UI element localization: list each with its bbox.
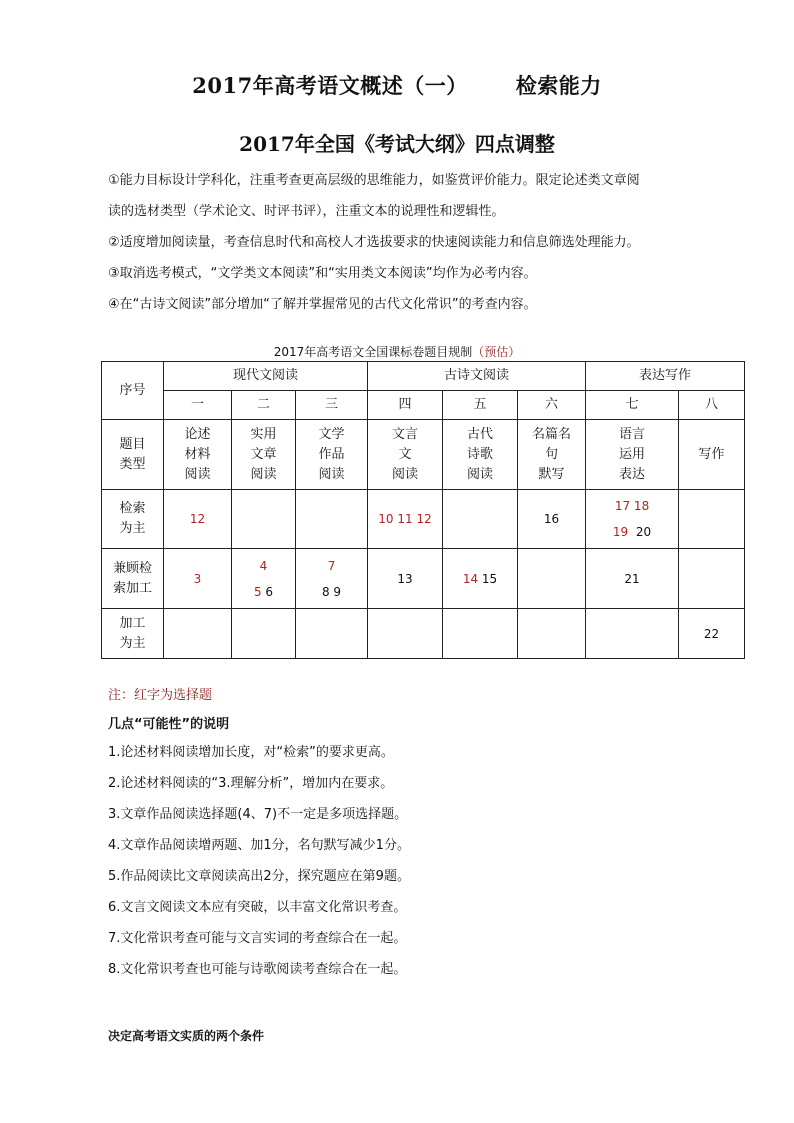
group-expression-writing: 表达写作 — [586, 362, 745, 391]
section-heading: 2017年全国《考试大纲》四点调整 — [239, 132, 555, 156]
page-title — [0, 70, 794, 100]
section-num-8: 八 — [679, 391, 745, 420]
question-cell: 17 18 19 20 — [586, 490, 679, 549]
list-item: 8.文化常识考查也可能与诗歌阅读考查综合在一起。 — [108, 962, 407, 977]
table-caption-estimate: （预估） — [472, 345, 521, 359]
list-item: 2.论述材料阅读的“3.理解分析”，增加内在要求。 — [108, 776, 394, 791]
question-cell — [518, 549, 586, 609]
question-cell: 16 — [518, 490, 586, 549]
question-cell — [518, 609, 586, 659]
adjustment-2: ②适度增加阅读量，考查信息时代和高校人才选拔要求的快速阅读能力和信息筛选处理能力。 — [108, 235, 640, 250]
table-caption — [0, 343, 794, 360]
list-item: 5.作品阅读比文章阅读高出2分，探究题应在第9题。 — [108, 869, 410, 884]
type-cell: 古代 诗歌 阅读 — [443, 420, 518, 490]
table-row — [102, 391, 745, 420]
table-caption-text: 2017年高考语文全国课标卷题目规制 — [273, 345, 473, 359]
question-cell — [443, 609, 518, 659]
list-item: 1.论述材料阅读增加长度，对“检索”的要求更高。 — [108, 745, 394, 760]
adjustment-4: ④在“古诗文阅读”部分增加“了解并掌握常见的古代文化常识”的考查内容。 — [108, 297, 537, 312]
type-cell: 语言 运用 表达 — [586, 420, 679, 490]
list-item: 6.文言文阅读文本应有突破，以丰富文化常识考查。 — [108, 900, 407, 915]
table-row — [102, 420, 745, 490]
type-cell: 文言 文 阅读 — [368, 420, 443, 490]
table-row — [102, 490, 745, 549]
table-row — [102, 549, 745, 609]
group-classical-reading: 古诗文阅读 — [368, 362, 586, 391]
list-item: 3.文章作品阅读选择题(4、7)不一定是多项选择题。 — [108, 807, 408, 822]
question-cell — [679, 490, 745, 549]
section-num-2: 二 — [232, 391, 296, 420]
title-topic: 检索能力 — [515, 73, 602, 98]
adjustment-3: ③取消选考模式，“文学类文本阅读”和“实用类文本阅读”均作为必考内容。 — [108, 266, 537, 281]
section-num-6: 六 — [518, 391, 586, 420]
type-cell: 名篇名 句 默写 — [518, 420, 586, 490]
possibility-list — [108, 743, 708, 991]
adjustment-1-line-1: ①能力目标设计学科化，注重考查更高层级的思维能力，如鉴赏评价能力。限定论述类文章阅 — [108, 173, 640, 188]
question-cell — [679, 549, 745, 609]
question-cell — [296, 609, 368, 659]
table-row — [102, 609, 745, 659]
footer-heading: 决定高考语文实质的两个条件 — [108, 1029, 265, 1043]
possibility-heading: 几点“可能性”的说明 — [108, 717, 230, 732]
section-num-5: 五 — [443, 391, 518, 420]
question-cell: 12 — [164, 490, 232, 549]
section-num-7: 七 — [586, 391, 679, 420]
adjustment-1-line-2: 读的选材类型（学术论文、时评书评），注重文本的说理性和逻辑性。 — [108, 204, 505, 219]
type-cell: 文学 作品 阅读 — [296, 420, 368, 490]
question-cell: 22 — [679, 609, 745, 659]
title-main: 2017年高考语文概述（一） — [192, 73, 468, 98]
question-cell — [164, 609, 232, 659]
type-label: 题目 类型 — [102, 420, 164, 490]
question-cell: 7 8 9 — [296, 549, 368, 609]
row-label-processing: 加工 为主 — [102, 609, 164, 659]
question-cell: 4 5 6 — [232, 549, 296, 609]
row-label-retrieval: 检索 为主 — [102, 490, 164, 549]
section-num-4: 四 — [368, 391, 443, 420]
type-cell: 实用 文章 阅读 — [232, 420, 296, 490]
table-note: 注：红字为选择题 — [108, 688, 213, 703]
question-cell — [296, 490, 368, 549]
row-label-retrieval-processing: 兼顾检 索加工 — [102, 549, 164, 609]
question-cell — [586, 609, 679, 659]
question-cell: 10 11 12 — [368, 490, 443, 549]
section-num-3: 三 — [296, 391, 368, 420]
question-cell: 3 — [164, 549, 232, 609]
question-cell — [232, 609, 296, 659]
group-modern-reading: 现代文阅读 — [164, 362, 368, 391]
question-cell — [232, 490, 296, 549]
question-cell: 14 15 — [443, 549, 518, 609]
exam-structure-table — [101, 361, 745, 659]
section-num-1: 一 — [164, 391, 232, 420]
table-row — [102, 362, 745, 391]
question-cell: 13 — [368, 549, 443, 609]
list-item: 7.文化常识考查可能与文言实词的考查综合在一起。 — [108, 931, 407, 946]
question-cell — [443, 490, 518, 549]
seq-header: 序号 — [102, 362, 164, 420]
type-cell: 写作 — [679, 420, 745, 490]
question-cell — [368, 609, 443, 659]
type-cell: 论述 材料 阅读 — [164, 420, 232, 490]
list-item: 4.文章作品阅读增两题、加1分，名句默写减少1分。 — [108, 838, 410, 853]
question-cell: 21 — [586, 549, 679, 609]
